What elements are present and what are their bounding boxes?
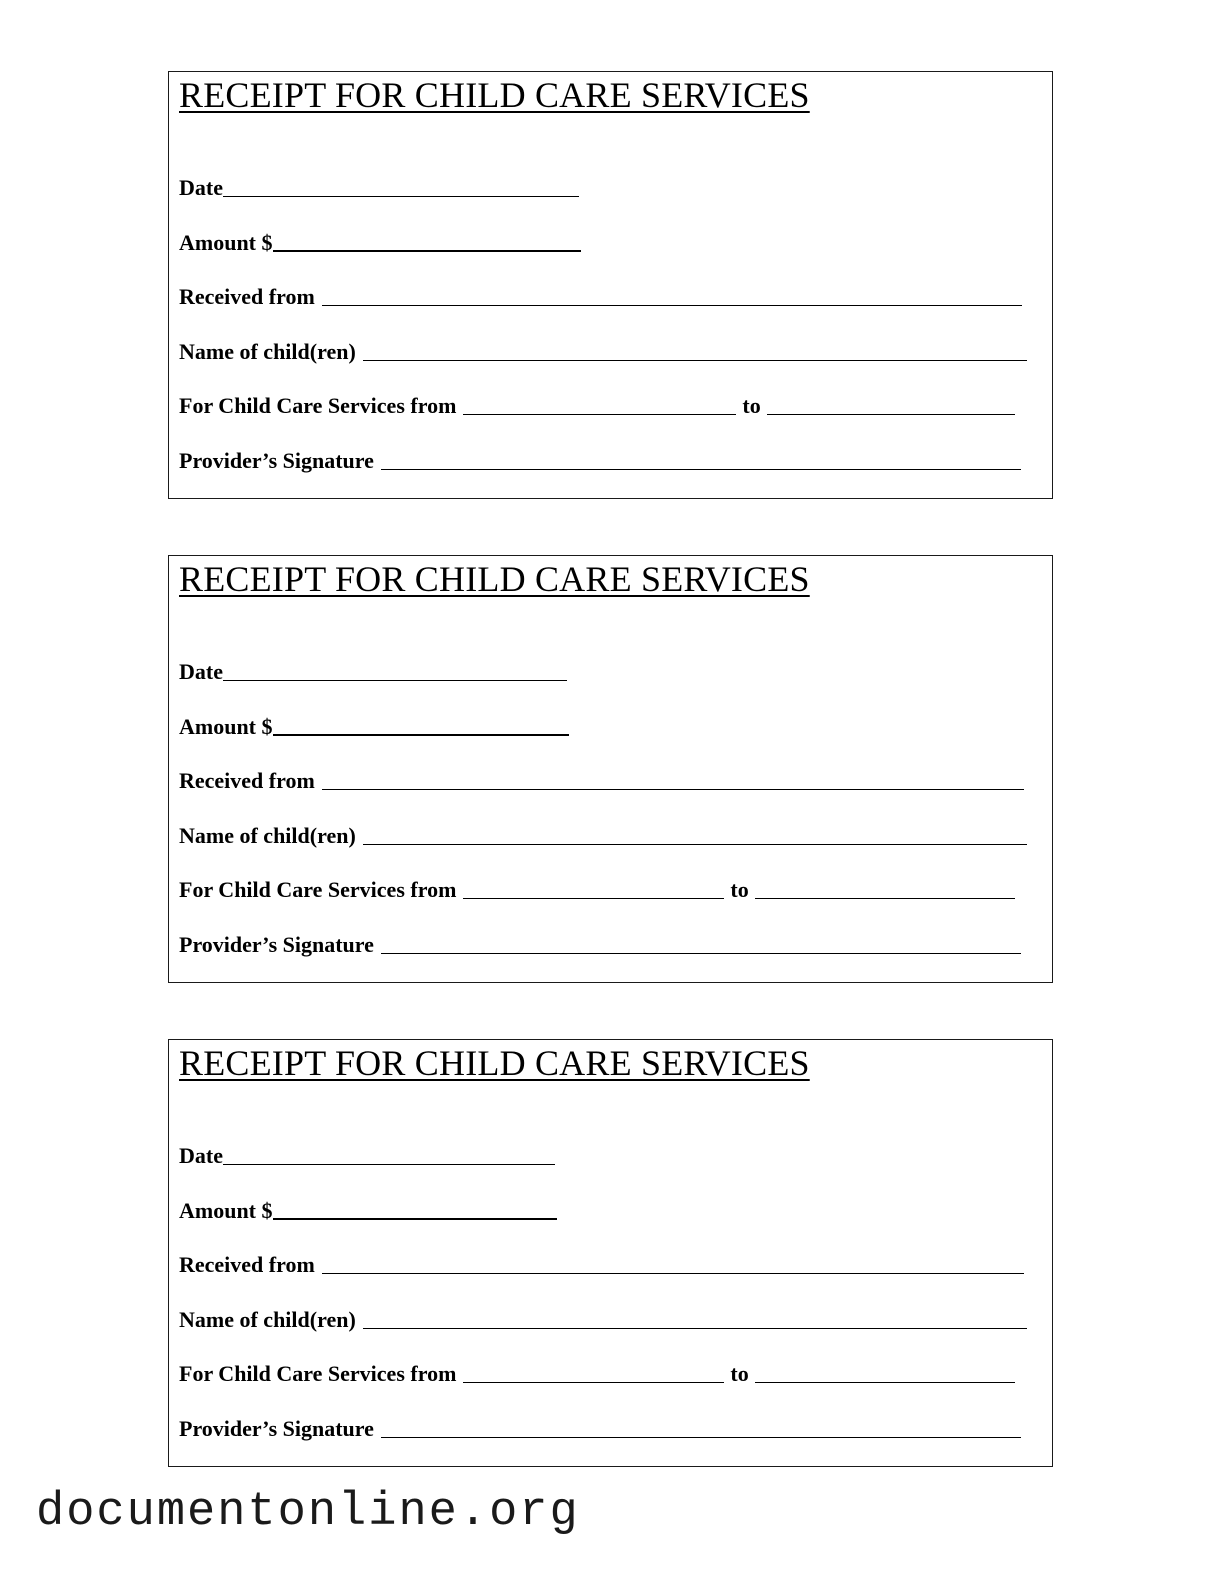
- children-row: [179, 1305, 1027, 1331]
- amount-field[interactable]: [273, 1200, 557, 1220]
- receipt-1: [168, 71, 1053, 499]
- receipt-title: RECEIPT FOR CHILD CARE SERVICES: [179, 1043, 810, 1083]
- children-field[interactable]: [363, 826, 1027, 845]
- signature-label: Provider’s Signature: [179, 448, 374, 473]
- amount-field[interactable]: [273, 232, 581, 252]
- amount-field[interactable]: [273, 716, 569, 736]
- date-field[interactable]: [223, 662, 567, 681]
- date-row: [179, 657, 567, 683]
- date-row: [179, 1141, 555, 1167]
- date-label: Date: [179, 1143, 223, 1168]
- signature-row: [179, 1414, 1021, 1440]
- services-to-label: to: [730, 877, 749, 902]
- receipt-3: [168, 1039, 1053, 1467]
- services-to-field[interactable]: [755, 880, 1015, 899]
- amount-row: [179, 228, 581, 254]
- services-from-label: For Child Care Services from: [179, 393, 457, 418]
- children-label: Name of child(ren): [179, 1307, 356, 1332]
- date-label: Date: [179, 175, 223, 200]
- receipt-2: [168, 555, 1053, 983]
- amount-row: [179, 712, 569, 738]
- date-field[interactable]: [223, 1146, 555, 1165]
- watermark: documentonline.org: [36, 1486, 580, 1539]
- children-label: Name of child(ren): [179, 823, 356, 848]
- signature-row: [179, 930, 1021, 956]
- children-row: [179, 821, 1027, 847]
- received-from-row: [179, 282, 1022, 308]
- received-from-label: Received from: [179, 768, 315, 793]
- receipt-title: RECEIPT FOR CHILD CARE SERVICES: [179, 75, 810, 115]
- received-from-row: [179, 766, 1024, 792]
- date-row: [179, 173, 579, 199]
- children-field[interactable]: [363, 1310, 1027, 1329]
- receipt-title: RECEIPT FOR CHILD CARE SERVICES: [179, 559, 810, 599]
- received-from-field[interactable]: [322, 287, 1022, 306]
- services-from-label: For Child Care Services from: [179, 1361, 457, 1386]
- services-row: [179, 391, 1015, 417]
- signature-label: Provider’s Signature: [179, 1416, 374, 1441]
- services-from-field[interactable]: [463, 396, 736, 415]
- amount-label: Amount $: [179, 230, 273, 255]
- received-from-field[interactable]: [322, 1255, 1024, 1274]
- signature-field[interactable]: [381, 935, 1021, 954]
- services-to-label: to: [730, 1361, 749, 1386]
- services-from-field[interactable]: [463, 1364, 724, 1383]
- children-row: [179, 337, 1027, 363]
- received-from-row: [179, 1250, 1024, 1276]
- services-from-field[interactable]: [463, 880, 724, 899]
- services-row: [179, 875, 1015, 901]
- amount-row: [179, 1196, 557, 1222]
- children-label: Name of child(ren): [179, 339, 356, 364]
- services-to-label: to: [742, 393, 761, 418]
- signature-field[interactable]: [381, 1419, 1021, 1438]
- children-field[interactable]: [363, 342, 1027, 361]
- services-to-field[interactable]: [767, 396, 1015, 415]
- amount-label: Amount $: [179, 714, 273, 739]
- services-row: [179, 1359, 1015, 1385]
- amount-label: Amount $: [179, 1198, 273, 1223]
- signature-label: Provider’s Signature: [179, 932, 374, 957]
- received-from-label: Received from: [179, 284, 315, 309]
- services-to-field[interactable]: [755, 1364, 1015, 1383]
- date-label: Date: [179, 659, 223, 684]
- received-from-label: Received from: [179, 1252, 315, 1277]
- received-from-field[interactable]: [322, 771, 1024, 790]
- date-field[interactable]: [223, 178, 579, 197]
- signature-field[interactable]: [381, 451, 1021, 470]
- services-from-label: For Child Care Services from: [179, 877, 457, 902]
- signature-row: [179, 446, 1021, 472]
